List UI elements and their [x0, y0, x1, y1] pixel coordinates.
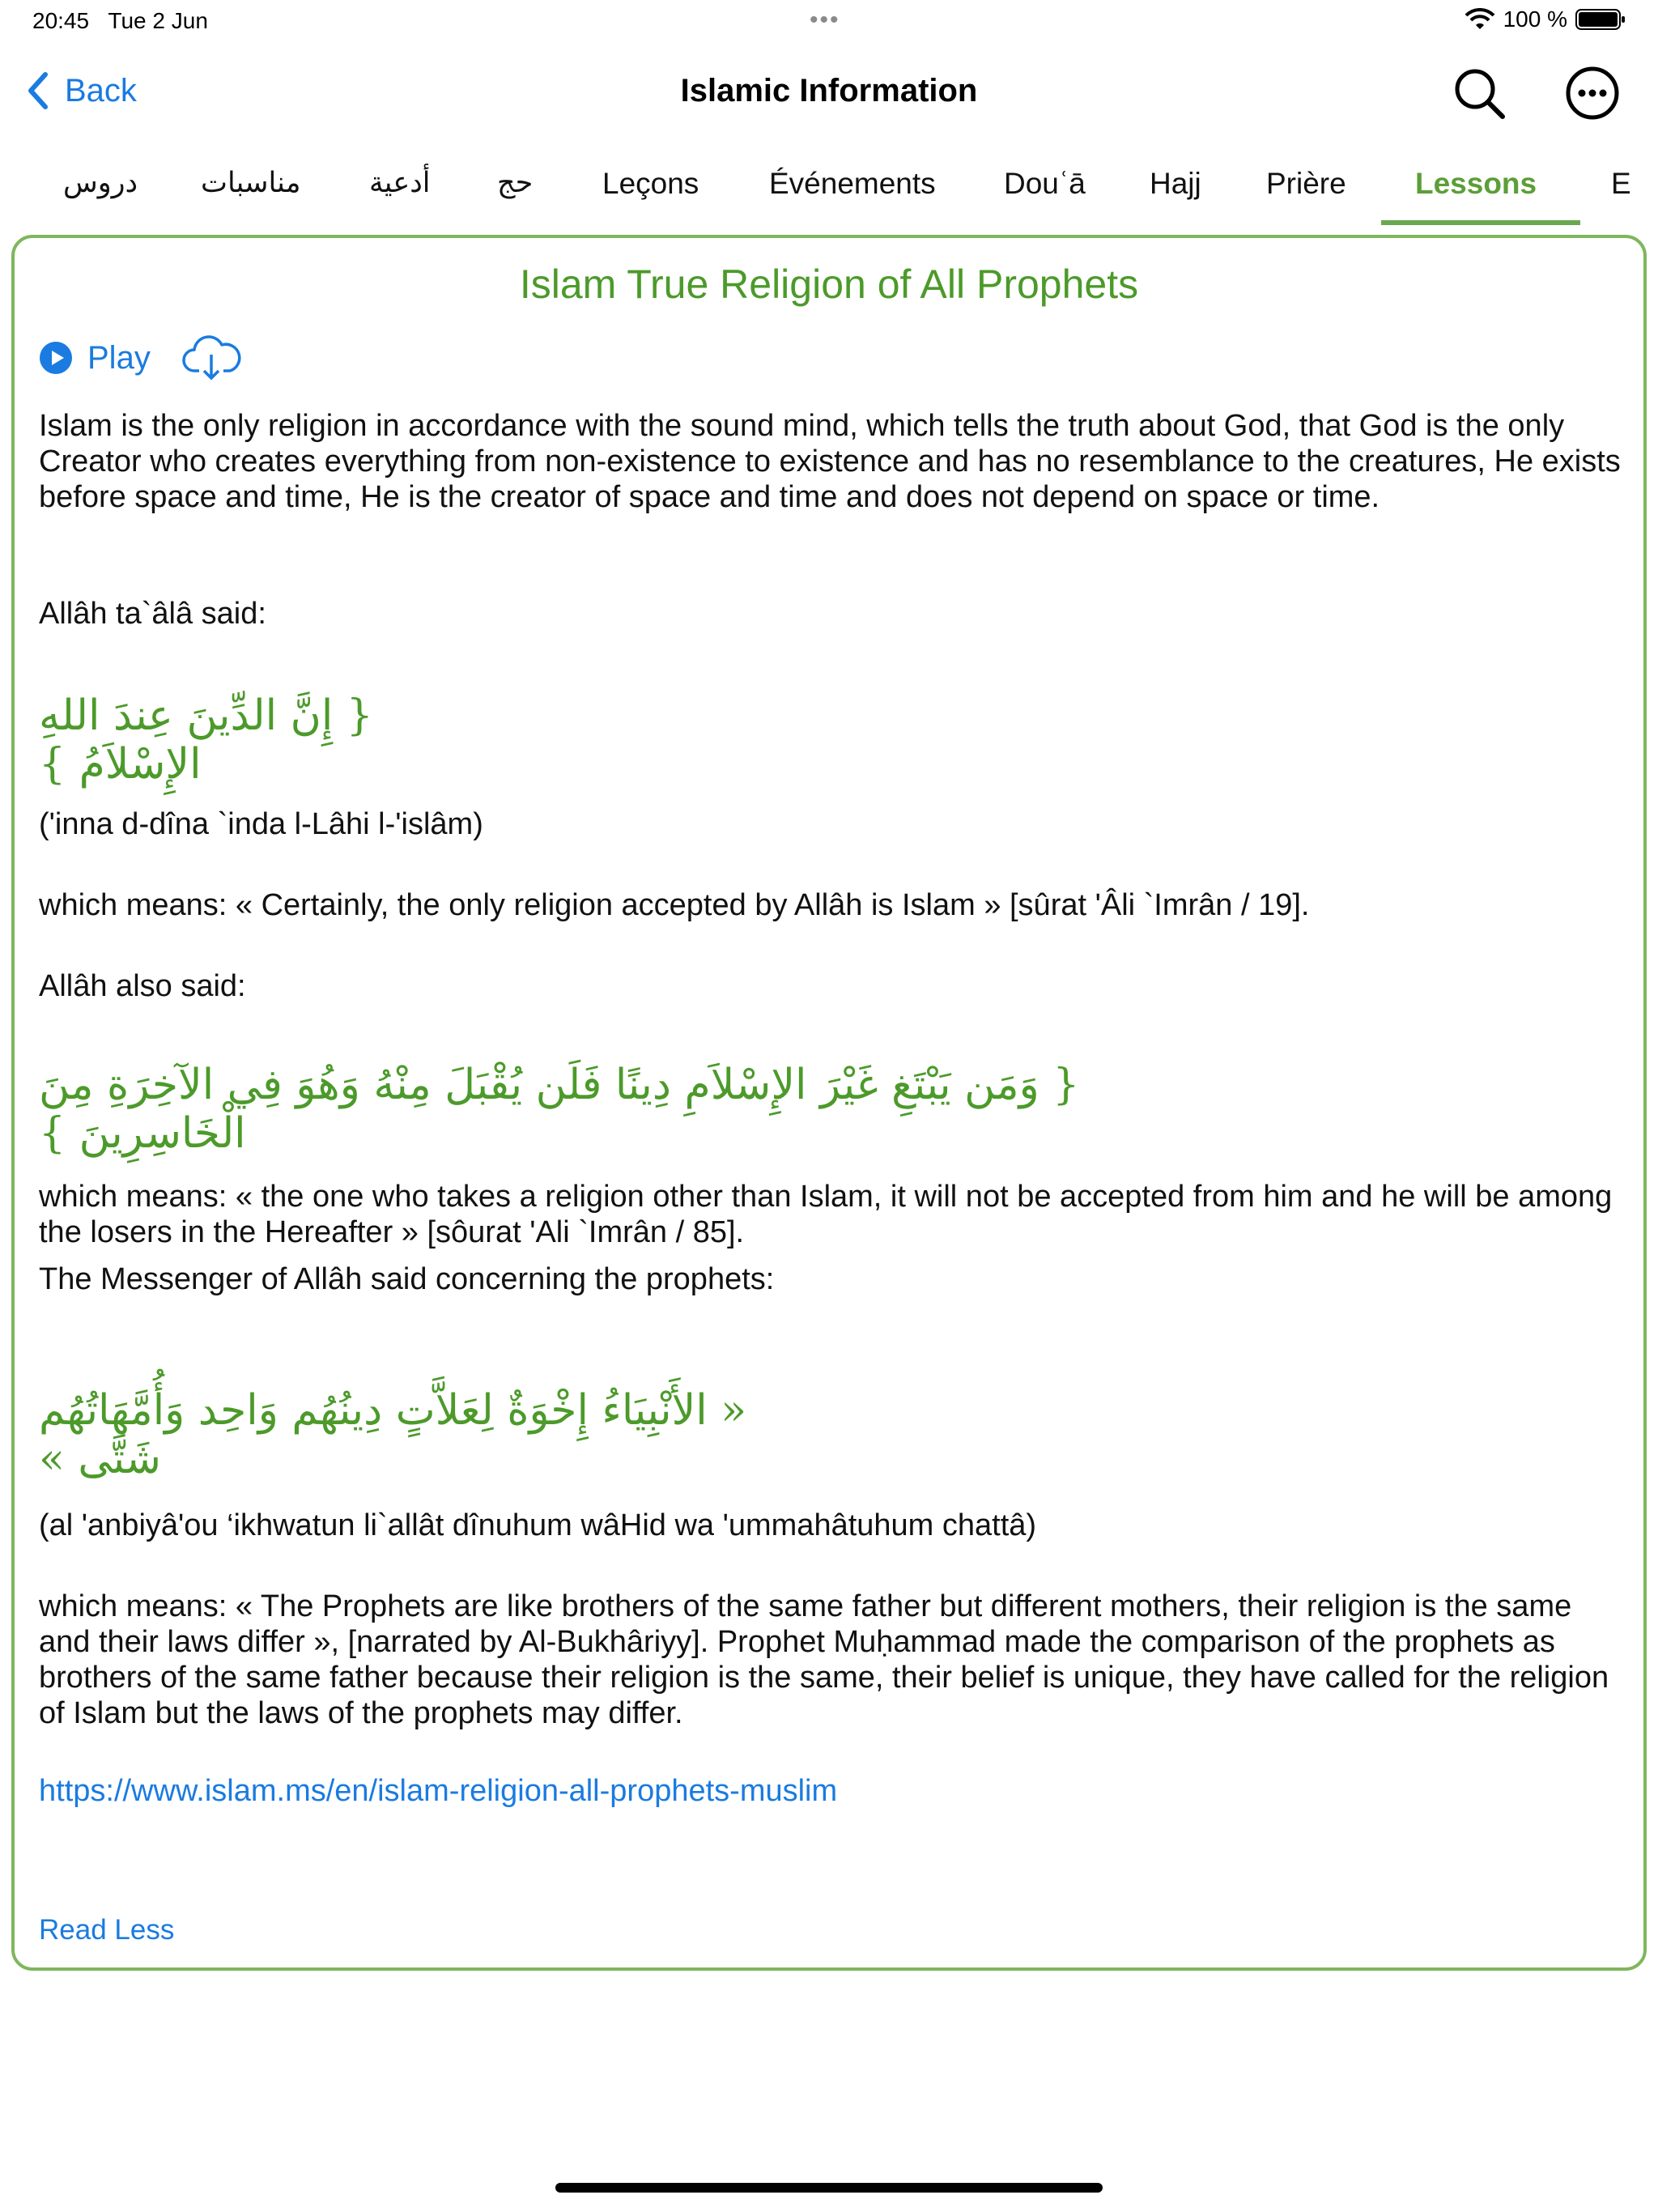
tab-lecons[interactable]: Leçons	[602, 167, 699, 200]
lesson-paragraph: which means: « the one who takes a religion other than Islam, it will not be accepted from him and he will be among the losers in the Hereafter » [sôurat 'Ali `Imrân / 85].	[39, 1180, 1613, 1249]
tab-occasions-arabic[interactable]: مناسبات	[201, 167, 301, 199]
category-tabs	[0, 154, 1658, 227]
lesson-paragraph: Allâh also said:	[39, 969, 246, 1003]
tab-priere[interactable]: Prière	[1266, 167, 1346, 200]
play-button[interactable]	[39, 340, 151, 376]
read-less-button[interactable]: Read Less	[39, 1914, 175, 1946]
lesson-paragraph: The Messenger of Allâh said concerning the prophets:	[39, 1262, 775, 1296]
transliteration: ('inna d-dîna `inda l-Lâhi l-'islâm)	[39, 807, 483, 841]
audio-controls	[39, 335, 241, 381]
play-circle-icon	[39, 341, 73, 375]
navigation-bar	[0, 57, 1658, 130]
lesson-title: Islam True Religion of All Prophets	[519, 262, 1139, 307]
tab-supplications-arabic[interactable]: أدعية	[369, 167, 431, 199]
hadith-arabic: « الأَنْبِيَاءُ إِخْوَةٌ لِعَلاَّتٍ دِينُهُم وَاحِد وَأُمَّهَاتُهُم شَتَّى »	[39, 1386, 747, 1483]
tab-doua[interactable]: Douʿā	[1004, 167, 1086, 200]
status-time: 20:45 Tue 2 Jun	[32, 8, 208, 33]
wifi-icon	[1465, 8, 1495, 31]
tab-hajj[interactable]: Hajj	[1150, 167, 1201, 200]
search-icon[interactable]	[1451, 65, 1507, 121]
multitask-dots[interactable]: •••	[810, 6, 840, 33]
lesson-paragraph: Islam is the only religion in accordance with the sound mind, which tells the truth about God, that God is the only Creator who creates everything from non-existence to existence and has no resemblance to the creatures, He exists before space and time, He is the creator of space and time and does not depend on space or time.	[39, 409, 1621, 514]
active-tab-indicator	[1381, 220, 1580, 225]
page-title: Islamic Information	[680, 73, 978, 108]
source-link[interactable]: https://www.islam.ms/en/islam-religion-all-prophets-muslim	[39, 1774, 838, 1808]
cloud-download-icon[interactable]	[181, 335, 241, 381]
battery-icon	[1575, 8, 1626, 31]
back-label: Back	[65, 72, 137, 108]
status-right	[1465, 6, 1626, 32]
tab-e[interactable]: E	[1611, 167, 1631, 200]
quran-verse-arabic: { وَمَن يَبْتَغِ غَيْرَ الإِسْلاَمِ دِينًا فَلَن يُقْبَلَ مِنْهُ وَهُوَ فِي الآخِرَةِ مِنَ الْخَاسِرِينَ }	[39, 1061, 1080, 1158]
more-options-icon[interactable]	[1564, 65, 1621, 121]
tab-lessons[interactable]: Lessons	[1415, 167, 1537, 200]
play-label: Play	[87, 339, 151, 376]
lesson-paragraph: which means: « Certainly, the only religion accepted by Allâh is Islam » [sûrat 'Âli `Imrân / 19].	[39, 888, 1310, 922]
status-bar	[0, 0, 1658, 45]
lesson-paragraph: Allâh ta`âlâ said:	[39, 597, 266, 631]
tab-lessons-arabic[interactable]: دروس	[63, 167, 138, 199]
quran-verse-arabic: { إِنَّ الدِّينَ عِندَ اللهِ الإِسْلاَمُ }	[39, 691, 373, 789]
lesson-paragraph: which means: « The Prophets are like brothers of the same father but different mothers, their religion is the same and their laws differ », [narrated by Al-Bukhâriyy]. Prophet Muḥammad made the comparison of the prophets as brothers of the same father because their religion is the same, their belief is unique, they have called for the religion of Islam but the laws of the prophets may differ.	[39, 1589, 1609, 1730]
home-indicator[interactable]	[555, 2183, 1103, 2193]
lesson-card	[11, 235, 1647, 1971]
tab-evenements[interactable]: Événements	[769, 167, 936, 200]
battery-percent: 100 %	[1503, 6, 1567, 32]
tab-hajj-arabic[interactable]: حج	[497, 167, 534, 199]
transliteration: (al 'anbiyâ'ou ‘ikhwatun li`allât dînuhum wâHid wa 'ummahâtuhum chattâ)	[39, 1508, 1037, 1542]
